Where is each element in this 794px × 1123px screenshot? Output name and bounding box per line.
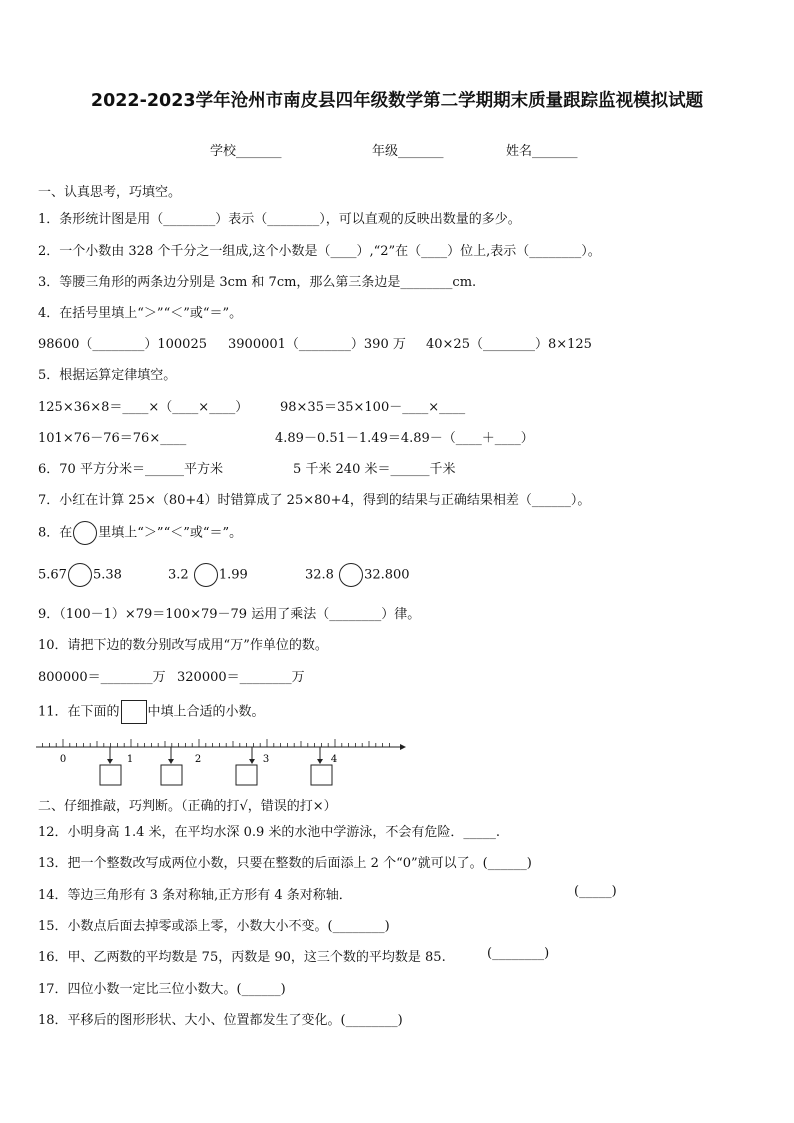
question-12: 12．小明身高 1.4 米，在平均水深 0.9 米的水池中学游泳，不会有危险．_____.	[38, 825, 501, 840]
grade-field: 年级_______	[372, 144, 444, 159]
question-5a: 125×36×8＝____×（____×____）	[38, 400, 249, 415]
question-8a	[38, 563, 122, 587]
answer-circle-icon[interactable]	[339, 563, 363, 587]
question-16-answer: (________)	[487, 946, 550, 961]
question-8	[38, 521, 242, 545]
school-field: 学校_______	[210, 144, 282, 159]
number-line	[36, 735, 408, 789]
answer-box-4[interactable]	[311, 765, 332, 785]
question-5b: 98×35＝35×100－____×____	[280, 400, 466, 415]
pointer-arrow-icon	[168, 759, 174, 764]
question-8-suffix: 里填上“＞”“＜”或“＝”。	[98, 525, 243, 541]
page-title: 2022-2023学年沧州市南皮县四年级数学第二学期期末质量跟踪监视模拟试题	[90, 91, 704, 111]
question-11-suffix: 中填上合适的小数。	[147, 704, 265, 720]
question-6b: 5 千米 240 米＝______千米	[293, 462, 456, 477]
question-10b: 320000＝________万	[177, 670, 305, 685]
q8a-left: 5.67	[38, 567, 67, 583]
question-3: 3．等腰三角形的两条边分别是 3cm 和 7cm，那么第三条边是________cm.	[38, 275, 477, 290]
question-10a: 800000＝________万	[38, 670, 166, 685]
q8a-right: 5.38	[92, 567, 122, 583]
question-1: 1．条形统计图是用（________）表示（________），可以直观的反映出数量的多少。	[38, 212, 521, 227]
pointer-arrow-icon	[249, 759, 255, 764]
section1-heading: 一、认真思考，巧填空。	[38, 185, 182, 200]
question-8b	[168, 563, 248, 587]
question-10: 10．请把下边的数分别改写成用“万”作单位的数。	[38, 638, 328, 653]
question-4b: 3900001（________）390 万	[228, 337, 406, 352]
question-11-prefix: 11．在下面的	[38, 704, 120, 720]
question-11	[38, 700, 265, 724]
question-9: 9．（100－1）×79＝100×79－79 运用了乘法（________）律。	[38, 607, 421, 622]
question-2: 2．一个小数由 328 个千分之一组成,这个小数是（____）,“2”在（____）位上,表示（________）。	[38, 244, 601, 259]
question-5c: 101×76－76＝76×____	[38, 431, 187, 446]
answer-box-1[interactable]	[100, 765, 121, 785]
number-line-label-1: 1	[126, 754, 134, 765]
number-line-label-3: 3	[262, 754, 270, 765]
section2-heading: 二、仔细推敲，巧判断。（正确的打√，错误的打×）	[38, 799, 337, 814]
question-4a: 98600（________）100025	[38, 337, 207, 352]
name-field: 姓名_______	[506, 144, 578, 159]
answer-circle-icon[interactable]	[194, 563, 218, 587]
comparison-circle-icon	[73, 521, 97, 545]
answer-circle-icon[interactable]	[68, 563, 92, 587]
q8b-right: 1.99	[218, 567, 248, 583]
question-8c	[305, 563, 410, 587]
answer-box-icon	[121, 700, 147, 724]
number-line-ticks	[43, 739, 390, 747]
question-4: 4．在括号里填上“＞”“＜”或“＝”。	[38, 306, 243, 321]
question-7: 7．小红在计算 25×（80+4）时错算成了 25×80+4，得到的结果与正确结果相差（______）。	[38, 493, 591, 508]
number-line-arrow-icon	[400, 744, 406, 750]
question-14: 14．等边三角形有 3 条对称轴,正方形有 4 条对称轴．	[38, 888, 352, 903]
question-5: 5．根据运算定律填空。	[38, 368, 177, 383]
question-13: 13．把一个整数改写成两位小数，只要在整数的后面添上 2 个“0”就可以了。(______)	[38, 856, 532, 871]
q8c-left: 32.8	[305, 567, 334, 583]
answer-box-3[interactable]	[236, 765, 257, 785]
number-line-label-0: 0	[59, 754, 67, 765]
number-line-label-4: 4	[330, 754, 338, 765]
question-14-answer: (_____)	[574, 884, 617, 899]
question-16: 16．甲、乙两数的平均数是 75，丙数是 90，这三个数的平均数是 85.	[38, 950, 446, 965]
question-6a: 6．70 平方分米＝______平方米	[38, 462, 223, 477]
question-5d: 4.89－0.51－1.49＝4.89－（____＋____）	[275, 431, 534, 446]
q8b-left: 3.2	[168, 567, 189, 583]
pointer-arrow-icon	[317, 759, 323, 764]
q8c-right: 32.800	[364, 567, 410, 583]
question-17: 17．四位小数一定比三位小数大。(______)	[38, 982, 286, 997]
pointer-arrow-icon	[107, 759, 113, 764]
question-4c: 40×25（________）8×125	[426, 337, 592, 352]
number-line-label-2: 2	[194, 754, 202, 765]
question-18: 18．平移后的图形形状、大小、位置都发生了变化。(________)	[38, 1013, 403, 1028]
question-15: 15．小数点后面去掉零或添上零，小数大小不变。(________)	[38, 919, 390, 934]
answer-box-2[interactable]	[161, 765, 182, 785]
question-8-prefix: 8．在	[38, 525, 73, 541]
